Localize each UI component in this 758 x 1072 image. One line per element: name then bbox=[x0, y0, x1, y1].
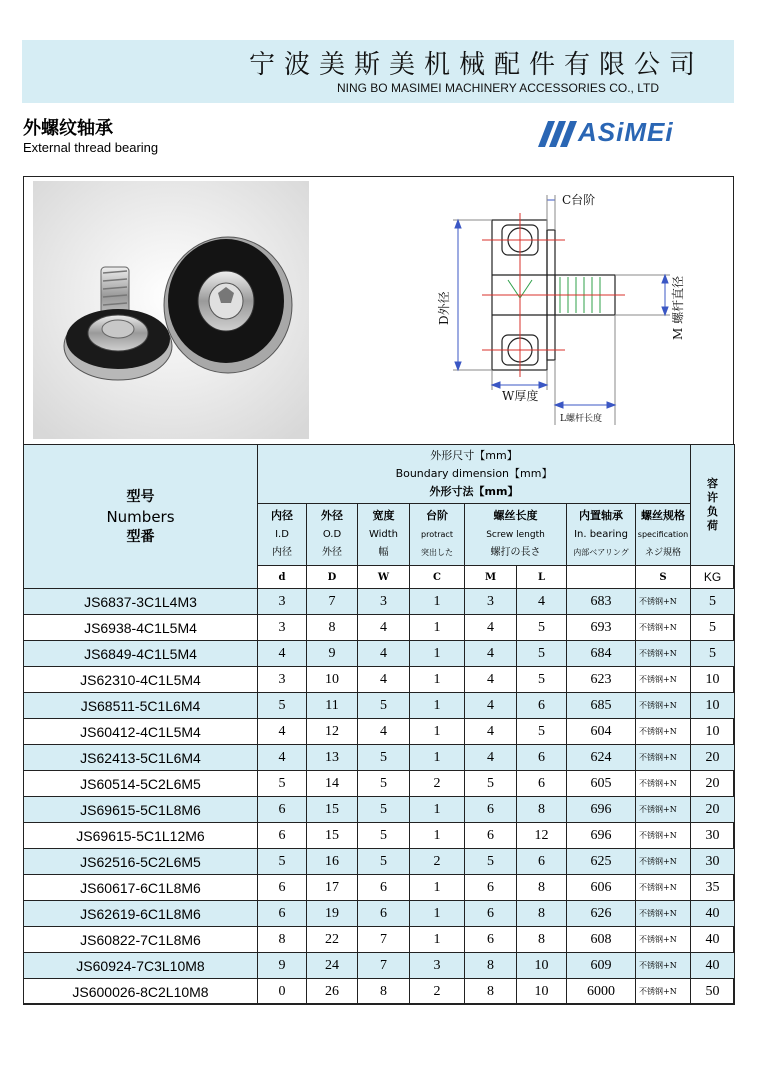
cell-C: 1 bbox=[410, 641, 465, 667]
cell-model: JS69615-5C1L12M6 bbox=[24, 823, 258, 849]
cell-spec: 不锈钢+N bbox=[636, 901, 691, 927]
cell-d: 9 bbox=[258, 953, 307, 979]
cell-load: 5 bbox=[691, 615, 735, 641]
col-header-od: 外径 O.D 外径 bbox=[307, 504, 358, 566]
cell-d: 3 bbox=[258, 589, 307, 615]
cell-C: 1 bbox=[410, 719, 465, 745]
cell-W: 4 bbox=[358, 641, 410, 667]
cell-L: 8 bbox=[517, 901, 567, 927]
cell-L: 6 bbox=[517, 745, 567, 771]
cell-L: 6 bbox=[517, 771, 567, 797]
cell-model: JS60514-5C2L6M5 bbox=[24, 771, 258, 797]
cell-spec: 不锈钢+N bbox=[636, 693, 691, 719]
table-row bbox=[24, 641, 735, 667]
cell-d: 6 bbox=[258, 797, 307, 823]
cell-M: 4 bbox=[465, 719, 517, 745]
cell-L: 8 bbox=[517, 875, 567, 901]
cell-M: 6 bbox=[465, 797, 517, 823]
cell-bearing: 684 bbox=[567, 641, 636, 667]
cell-C: 1 bbox=[410, 797, 465, 823]
cell-L: 6 bbox=[517, 693, 567, 719]
cell-M: 8 bbox=[465, 953, 517, 979]
col-header-protract: 台阶 protract 突出した bbox=[410, 504, 465, 566]
bearing-photo bbox=[33, 181, 309, 439]
cell-load: 40 bbox=[691, 927, 735, 953]
company-name-en: NING BO MASIMEI MACHINERY ACCESSORIES CO., LTD bbox=[336, 81, 659, 95]
cell-D: 12 bbox=[307, 719, 358, 745]
cell-W: 4 bbox=[358, 667, 410, 693]
unit-bearing bbox=[567, 566, 636, 589]
cell-D: 11 bbox=[307, 693, 358, 719]
table-row bbox=[24, 927, 735, 953]
cell-spec: 不锈钢+N bbox=[636, 927, 691, 953]
cell-M: 4 bbox=[465, 641, 517, 667]
cell-W: 5 bbox=[358, 823, 410, 849]
cell-load: 20 bbox=[691, 771, 735, 797]
cell-bearing: 696 bbox=[567, 797, 636, 823]
cell-bearing: 609 bbox=[567, 953, 636, 979]
cell-D: 9 bbox=[307, 641, 358, 667]
company-banner bbox=[22, 40, 734, 103]
cell-L: 5 bbox=[517, 667, 567, 693]
product-title-cn: 外螺纹轴承 bbox=[23, 118, 113, 139]
cell-C: 2 bbox=[410, 771, 465, 797]
m-label: M 螺杆直径 bbox=[671, 275, 685, 340]
cell-model: JS62310-4C1L5M4 bbox=[24, 667, 258, 693]
cell-W: 3 bbox=[358, 589, 410, 615]
cell-spec: 不锈钢+N bbox=[636, 797, 691, 823]
cell-M: 5 bbox=[465, 771, 517, 797]
table-row bbox=[24, 667, 735, 693]
unit-C: C bbox=[410, 566, 465, 589]
spec-table bbox=[23, 444, 735, 1005]
cell-spec: 不锈钢+N bbox=[636, 953, 691, 979]
cell-C: 1 bbox=[410, 927, 465, 953]
cell-C: 1 bbox=[410, 589, 465, 615]
cell-D: 13 bbox=[307, 745, 358, 771]
cell-spec: 不锈钢+N bbox=[636, 823, 691, 849]
table-row bbox=[24, 693, 735, 719]
cell-spec: 不锈钢+N bbox=[636, 667, 691, 693]
cell-d: 3 bbox=[258, 667, 307, 693]
model-header: 型号 Numbers 型番 bbox=[24, 445, 258, 589]
cell-spec: 不锈钢+N bbox=[636, 641, 691, 667]
table-row bbox=[24, 901, 735, 927]
cell-bearing: 696 bbox=[567, 823, 636, 849]
cell-d: 0 bbox=[258, 979, 307, 1005]
cell-load: 10 bbox=[691, 719, 735, 745]
cell-L: 10 bbox=[517, 979, 567, 1005]
cell-C: 1 bbox=[410, 745, 465, 771]
table-row bbox=[24, 589, 735, 615]
cell-load: 50 bbox=[691, 979, 735, 1005]
cell-load: 5 bbox=[691, 589, 735, 615]
cell-C: 3 bbox=[410, 953, 465, 979]
cell-spec: 不锈钢+N bbox=[636, 589, 691, 615]
cell-M: 6 bbox=[465, 823, 517, 849]
cell-bearing: 605 bbox=[567, 771, 636, 797]
cell-D: 8 bbox=[307, 615, 358, 641]
cell-d: 4 bbox=[258, 745, 307, 771]
cell-bearing: 625 bbox=[567, 849, 636, 875]
cell-model: JS62619-6C1L8M6 bbox=[24, 901, 258, 927]
cell-D: 10 bbox=[307, 667, 358, 693]
cell-d: 4 bbox=[258, 641, 307, 667]
cell-L: 6 bbox=[517, 849, 567, 875]
cell-spec: 不锈钢+N bbox=[636, 745, 691, 771]
cell-D: 19 bbox=[307, 901, 358, 927]
cell-C: 1 bbox=[410, 823, 465, 849]
brand-logo-text: ASiMEi bbox=[578, 117, 674, 147]
product-title-en: External thread bearing bbox=[23, 140, 159, 155]
cell-W: 7 bbox=[358, 953, 410, 979]
cell-C: 1 bbox=[410, 667, 465, 693]
cell-W: 5 bbox=[358, 849, 410, 875]
cell-M: 6 bbox=[465, 901, 517, 927]
cell-model: JS6837-3C1L4M3 bbox=[24, 589, 258, 615]
cell-C: 1 bbox=[410, 875, 465, 901]
technical-drawing bbox=[420, 185, 710, 440]
cell-load: 35 bbox=[691, 875, 735, 901]
cell-M: 4 bbox=[465, 745, 517, 771]
cell-d: 8 bbox=[258, 927, 307, 953]
cell-L: 4 bbox=[517, 589, 567, 615]
cell-spec: 不锈钢+N bbox=[636, 719, 691, 745]
cell-D: 15 bbox=[307, 797, 358, 823]
col-header-spec: 螺丝规格 specification ネジ規格 bbox=[636, 504, 691, 566]
cell-C: 1 bbox=[410, 901, 465, 927]
table-row bbox=[24, 797, 735, 823]
cell-load: 30 bbox=[691, 849, 735, 875]
cell-L: 5 bbox=[517, 719, 567, 745]
cell-C: 2 bbox=[410, 979, 465, 1005]
c-label: C台阶 bbox=[562, 193, 596, 207]
unit-kg: KG bbox=[691, 566, 735, 589]
cell-W: 5 bbox=[358, 797, 410, 823]
table-row bbox=[24, 823, 735, 849]
col-header-width: 宽度 Width 幅 bbox=[358, 504, 410, 566]
cell-model: JS6849-4C1L5M4 bbox=[24, 641, 258, 667]
cell-M: 4 bbox=[465, 667, 517, 693]
load-header: 容许负荷 bbox=[691, 445, 735, 566]
unit-W: W bbox=[358, 566, 410, 589]
cell-D: 22 bbox=[307, 927, 358, 953]
cell-C: 1 bbox=[410, 615, 465, 641]
cell-W: 4 bbox=[358, 719, 410, 745]
cell-spec: 不锈钢+N bbox=[636, 979, 691, 1005]
cell-model: JS6938-4C1L5M4 bbox=[24, 615, 258, 641]
cell-C: 2 bbox=[410, 849, 465, 875]
cell-load: 20 bbox=[691, 745, 735, 771]
unit-L: L bbox=[517, 566, 567, 589]
cell-model: JS60412-4C1L5M4 bbox=[24, 719, 258, 745]
cell-L: 5 bbox=[517, 615, 567, 641]
right-bearing bbox=[164, 237, 292, 373]
cell-M: 6 bbox=[465, 927, 517, 953]
cell-D: 24 bbox=[307, 953, 358, 979]
cell-spec: 不锈钢+N bbox=[636, 849, 691, 875]
cell-bearing: 608 bbox=[567, 927, 636, 953]
cell-L: 10 bbox=[517, 953, 567, 979]
cell-load: 40 bbox=[691, 901, 735, 927]
cell-W: 8 bbox=[358, 979, 410, 1005]
cell-bearing: 606 bbox=[567, 875, 636, 901]
col-header-screw-length: 螺丝长度 Screw length 螺打の長さ bbox=[465, 504, 567, 566]
cell-M: 8 bbox=[465, 979, 517, 1005]
cell-load: 5 bbox=[691, 641, 735, 667]
cell-spec: 不锈钢+N bbox=[636, 875, 691, 901]
cell-D: 7 bbox=[307, 589, 358, 615]
table-row bbox=[24, 771, 735, 797]
table-row bbox=[24, 745, 735, 771]
cell-M: 3 bbox=[465, 589, 517, 615]
cell-d: 6 bbox=[258, 901, 307, 927]
cell-M: 5 bbox=[465, 849, 517, 875]
col-header-id: 内径 I.D 内径 bbox=[258, 504, 307, 566]
cell-L: 5 bbox=[517, 641, 567, 667]
cell-M: 6 bbox=[465, 875, 517, 901]
cell-W: 5 bbox=[358, 745, 410, 771]
table-row bbox=[24, 849, 735, 875]
cell-bearing: 683 bbox=[567, 589, 636, 615]
cell-M: 4 bbox=[465, 693, 517, 719]
cell-d: 5 bbox=[258, 693, 307, 719]
table-row bbox=[24, 979, 735, 1005]
cell-model: JS60617-6C1L8M6 bbox=[24, 875, 258, 901]
cell-bearing: 626 bbox=[567, 901, 636, 927]
cell-d: 5 bbox=[258, 771, 307, 797]
l-label: L螺杆长度 bbox=[560, 414, 602, 424]
cell-W: 6 bbox=[358, 901, 410, 927]
cell-bearing: 685 bbox=[567, 693, 636, 719]
cell-model: JS60822-7C1L8M6 bbox=[24, 927, 258, 953]
cell-load: 10 bbox=[691, 693, 735, 719]
cell-D: 14 bbox=[307, 771, 358, 797]
table-row bbox=[24, 875, 735, 901]
cell-bearing: 624 bbox=[567, 745, 636, 771]
cell-d: 3 bbox=[258, 615, 307, 641]
cell-load: 40 bbox=[691, 953, 735, 979]
w-label: W厚度 bbox=[502, 389, 539, 403]
cell-W: 7 bbox=[358, 927, 410, 953]
cell-bearing: 623 bbox=[567, 667, 636, 693]
cell-spec: 不锈钢+N bbox=[636, 771, 691, 797]
company-name-cn: 宁波美斯美机械配件有限公司 bbox=[248, 50, 704, 80]
cell-load: 30 bbox=[691, 823, 735, 849]
cell-model: JS68511-5C1L6M4 bbox=[24, 693, 258, 719]
unit-D: D bbox=[307, 566, 358, 589]
cell-L: 12 bbox=[517, 823, 567, 849]
unit-M: M bbox=[465, 566, 517, 589]
cell-model: JS69615-5C1L8M6 bbox=[24, 797, 258, 823]
cell-D: 15 bbox=[307, 823, 358, 849]
d-label: D外径 bbox=[437, 291, 451, 325]
cell-D: 17 bbox=[307, 875, 358, 901]
cell-W: 5 bbox=[358, 693, 410, 719]
dimension-header: 外形尺寸【mm】 Boundary dimension【mm】 外形寸法【mm】 bbox=[258, 445, 691, 504]
cell-W: 6 bbox=[358, 875, 410, 901]
cell-bearing: 604 bbox=[567, 719, 636, 745]
cell-W: 4 bbox=[358, 615, 410, 641]
table-row bbox=[24, 719, 735, 745]
cell-load: 20 bbox=[691, 797, 735, 823]
cell-L: 8 bbox=[517, 927, 567, 953]
cell-W: 5 bbox=[358, 771, 410, 797]
cell-load: 10 bbox=[691, 667, 735, 693]
cell-M: 4 bbox=[465, 615, 517, 641]
table-row bbox=[24, 615, 735, 641]
cell-spec: 不锈钢+N bbox=[636, 615, 691, 641]
cell-model: JS600026-8C2L10M8 bbox=[24, 979, 258, 1005]
cell-model: JS60924-7C3L10M8 bbox=[24, 953, 258, 979]
cell-d: 4 bbox=[258, 719, 307, 745]
cell-L: 8 bbox=[517, 797, 567, 823]
cell-bearing: 6000 bbox=[567, 979, 636, 1005]
cell-model: JS62413-5C1L6M4 bbox=[24, 745, 258, 771]
table-row bbox=[24, 953, 735, 979]
unit-S: S bbox=[636, 566, 691, 589]
cell-model: JS62516-5C2L6M5 bbox=[24, 849, 258, 875]
cell-d: 6 bbox=[258, 823, 307, 849]
cell-D: 26 bbox=[307, 979, 358, 1005]
cell-d: 5 bbox=[258, 849, 307, 875]
cell-d: 6 bbox=[258, 875, 307, 901]
col-header-bearing: 内置轴承 In. bearing 内部ベアリング bbox=[567, 504, 636, 566]
cell-bearing: 693 bbox=[567, 615, 636, 641]
cell-D: 16 bbox=[307, 849, 358, 875]
unit-d: d bbox=[258, 566, 307, 589]
cell-C: 1 bbox=[410, 693, 465, 719]
